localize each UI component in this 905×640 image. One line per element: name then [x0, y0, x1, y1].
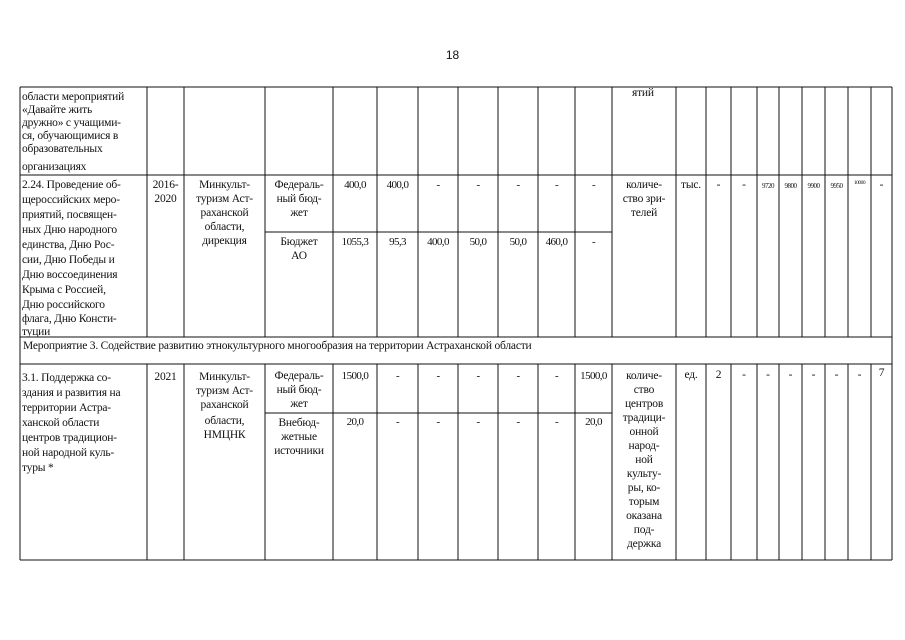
row3-event-line: ханской области [22, 417, 100, 429]
row3-indicator: культу- [626, 468, 662, 480]
row2-source: Федераль- [274, 179, 324, 191]
row3-indicator: оказана [626, 510, 662, 522]
row2-base-value: - [716, 179, 721, 191]
row2-indicator: телей [630, 207, 658, 219]
row3-fed-value: - [436, 370, 440, 382]
row3-extra-value: - [395, 416, 400, 428]
row2-event-line: Дню воссоединения [22, 269, 118, 281]
row3-base-value: - [742, 369, 746, 381]
row3-event-line: 3.1. Поддержка со- [22, 372, 111, 384]
row2-reg-value: 50,0 [509, 236, 527, 248]
row3-executor: туризм Аст- [196, 385, 253, 397]
row3-source: источники [274, 445, 324, 457]
row1-event-line: дружно» с учащими- [22, 117, 121, 129]
row2-reg-value: - [591, 236, 596, 248]
row3-indicator: ство [633, 384, 655, 396]
row3-indicator: торым [628, 496, 660, 508]
row2-source: жет [290, 207, 308, 219]
row3-period: 2021 [154, 371, 177, 383]
row2-year-value: 9950 [830, 182, 843, 190]
row2-executor: дирекция [202, 235, 247, 247]
row2-fed-value: - [554, 179, 559, 191]
row2-year-value: 9720 [762, 182, 774, 190]
row2-source: Бюджет [280, 236, 318, 248]
row3-event-line: ной народной куль- [22, 447, 115, 459]
row3-year-value: - [857, 369, 862, 381]
row2-fed-value: - [591, 179, 596, 191]
row2-fed-value: 400,0 [386, 179, 409, 191]
row2-reg-value: 1055,3 [341, 236, 369, 248]
row3-year-value: - [811, 369, 816, 381]
row2-event-line: 2.24. Проведение об- [22, 179, 121, 191]
row3-fed-value: - [395, 370, 400, 382]
row2-indicator: количе- [626, 179, 662, 191]
row2-event-line: флага, Дню Консти- [22, 313, 117, 325]
row2-executor: раханской [200, 207, 249, 219]
row2-reg-value: 95,3 [389, 236, 406, 248]
row3-fed-value: 1500,0 [580, 370, 607, 382]
row3-event-line: туры * [22, 462, 54, 474]
row2-reg-value: 400,0 [427, 236, 449, 248]
row2-period: 2016- [152, 179, 179, 191]
row2-source: АО [291, 250, 307, 262]
row1-event-line: организациях [22, 161, 87, 173]
row2-fed-value: - [476, 179, 480, 191]
row2-year-value: 10000 [853, 180, 866, 186]
row3-fed-value: - [476, 370, 480, 382]
row3-source: Внебюд- [278, 417, 320, 429]
row3-indicator: центров [624, 398, 664, 410]
section-header: Мероприятие 3. Содействие развитию этнокультурного многообразия на территории Астраханской области [23, 340, 532, 352]
row2-event-line: Крыма с Россией, [22, 284, 106, 296]
row3-event-line: центров традицион- [22, 432, 117, 444]
row2-fed-value: - [516, 179, 520, 191]
row3-indicator: ной [635, 454, 653, 466]
row2-fed-value: - [436, 179, 440, 191]
row3-fed-value: - [516, 370, 520, 382]
row3-indicator: под- [633, 524, 655, 536]
row3-year-value: - [834, 369, 839, 381]
row3-executor: Минкульт- [199, 371, 250, 383]
row3-extra-value: 20,0 [346, 416, 364, 428]
row2-event-line: Дню российского [22, 299, 105, 311]
row3-fed-value: 1500,0 [341, 370, 369, 382]
row2-indicator: ство зри- [622, 193, 666, 205]
row3-indicator: держка [627, 538, 661, 550]
row3-source: Федераль- [274, 370, 324, 382]
row3-executor: раханской [200, 399, 249, 411]
row3-indicator: онной [629, 426, 659, 438]
row3-executor: области, [204, 415, 245, 427]
row3-indicator: ры, ко- [627, 482, 661, 494]
row2-year-value: 9800 [784, 182, 797, 190]
row3-fed-value: - [554, 370, 559, 382]
row3-extra-value: - [476, 416, 480, 428]
row3-executor: НМЦНК [203, 429, 246, 441]
row2-fed-value: 400,0 [344, 179, 366, 191]
row3-year-value: - [766, 369, 770, 381]
row3-extra-value: - [436, 416, 440, 428]
page-number: 18 [445, 48, 460, 62]
row3-indicator: количе- [626, 370, 662, 382]
row3-year-value: - [788, 369, 793, 381]
row2-event-line: сии, Дню Победы и [22, 254, 115, 266]
row1-event-word: «Давайте жить [22, 104, 93, 116]
row3-extra-value: 20,0 [585, 416, 602, 428]
row3-event-line: территории Астра- [22, 402, 111, 414]
row2-event-line: единства, Дню Рос- [22, 239, 115, 251]
row3-extra-value: - [554, 416, 559, 428]
row3-source: жетные [281, 431, 317, 443]
row2-executor: туризм Аст- [196, 193, 253, 205]
row2-year-value: 9900 [807, 182, 820, 190]
row2-unit: тыс. [681, 179, 701, 191]
row3-event-line: здания и развития на [22, 387, 121, 399]
row2-period: 2020 [154, 193, 177, 205]
row3-source: ный бюд- [276, 384, 322, 396]
row2-base-value: - [742, 179, 746, 191]
row2-executor: области, [204, 221, 245, 233]
row2-reg-value: 460,0 [545, 236, 568, 248]
row2-event-line: ных Дню народного [22, 224, 117, 236]
row1-event-line: ся, обучающимися в [22, 130, 119, 142]
row3-indicator: традици- [622, 412, 666, 424]
row3-indicator: народ- [628, 440, 660, 452]
row2-executor: Минкульт- [199, 179, 250, 191]
row2-year-value: - [879, 179, 884, 191]
row2-reg-value: 50,0 [469, 236, 487, 248]
row2-event-line: щероссийских меро- [22, 194, 120, 206]
row1-indicator: ятий [632, 87, 654, 99]
row2-source: ный бюд- [276, 193, 322, 205]
row1-event-line [22, 104, 144, 117]
row3-year-value: 7 [878, 367, 885, 379]
row3-unit: ед. [684, 369, 698, 381]
row2-event-line: туции [22, 326, 51, 338]
row3-base-value: 2 [715, 369, 722, 381]
row3-extra-value: - [516, 416, 520, 428]
row1-event-line: области мероприятий [22, 91, 125, 103]
row1-event-line: образовательных [22, 143, 103, 155]
row2-event-line: приятий, посвящен- [22, 209, 117, 221]
row3-source: жет [290, 398, 308, 410]
